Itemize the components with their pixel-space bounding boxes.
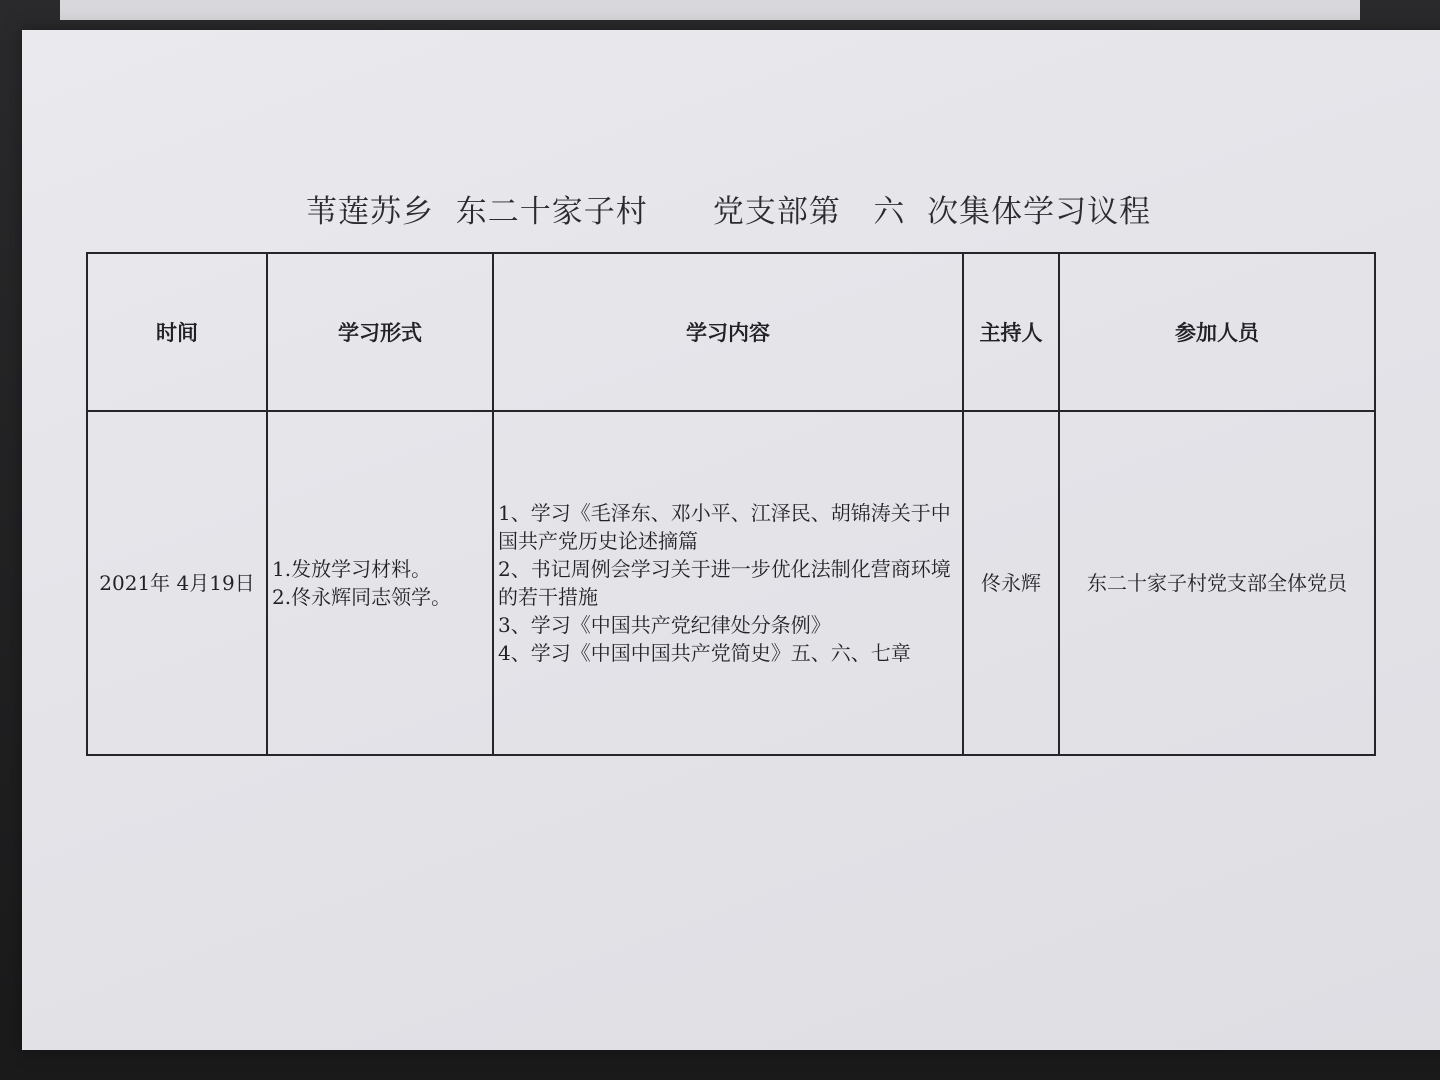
study-form-cell [267, 411, 493, 755]
time-cell: 2021年 4月19日 [87, 411, 267, 755]
study-form-item: 1.发放学习材料。 [272, 557, 432, 581]
header-study-content: 学习内容 [493, 253, 963, 411]
header-time: 时间 [87, 253, 267, 411]
study-content-item: 3、学习《中国共产党纪律处分条例》 [498, 613, 831, 637]
study-content-item: 4、学习《中国中国共产党简史》五、六、七章 [498, 641, 911, 665]
table-row [87, 411, 1375, 755]
paper-underneath [60, 0, 1360, 20]
agenda-table [86, 252, 1376, 756]
host-cell: 佟永辉 [963, 411, 1059, 755]
table-header-row [87, 253, 1375, 411]
study-content-item: 2、书记周例会学习关于进一步优化法制化营商环境的若干措施 [498, 557, 951, 609]
study-content-item: 1、学习《毛泽东、邓小平、江泽民、胡锦涛关于中国共产党历史论述摘篇 [498, 501, 951, 553]
header-participants: 参加人员 [1059, 253, 1375, 411]
study-content-cell [493, 411, 963, 755]
study-form-item: 2.佟永辉同志领学。 [272, 585, 452, 609]
header-study-form: 学习形式 [267, 253, 493, 411]
participants-cell: 东二十家子村党支部全体党员 [1059, 411, 1375, 755]
header-host: 主持人 [963, 253, 1059, 411]
document-title: 苇莲苏乡 东二十家子村 党支部第 六 次集体学习议程 [306, 194, 1152, 230]
